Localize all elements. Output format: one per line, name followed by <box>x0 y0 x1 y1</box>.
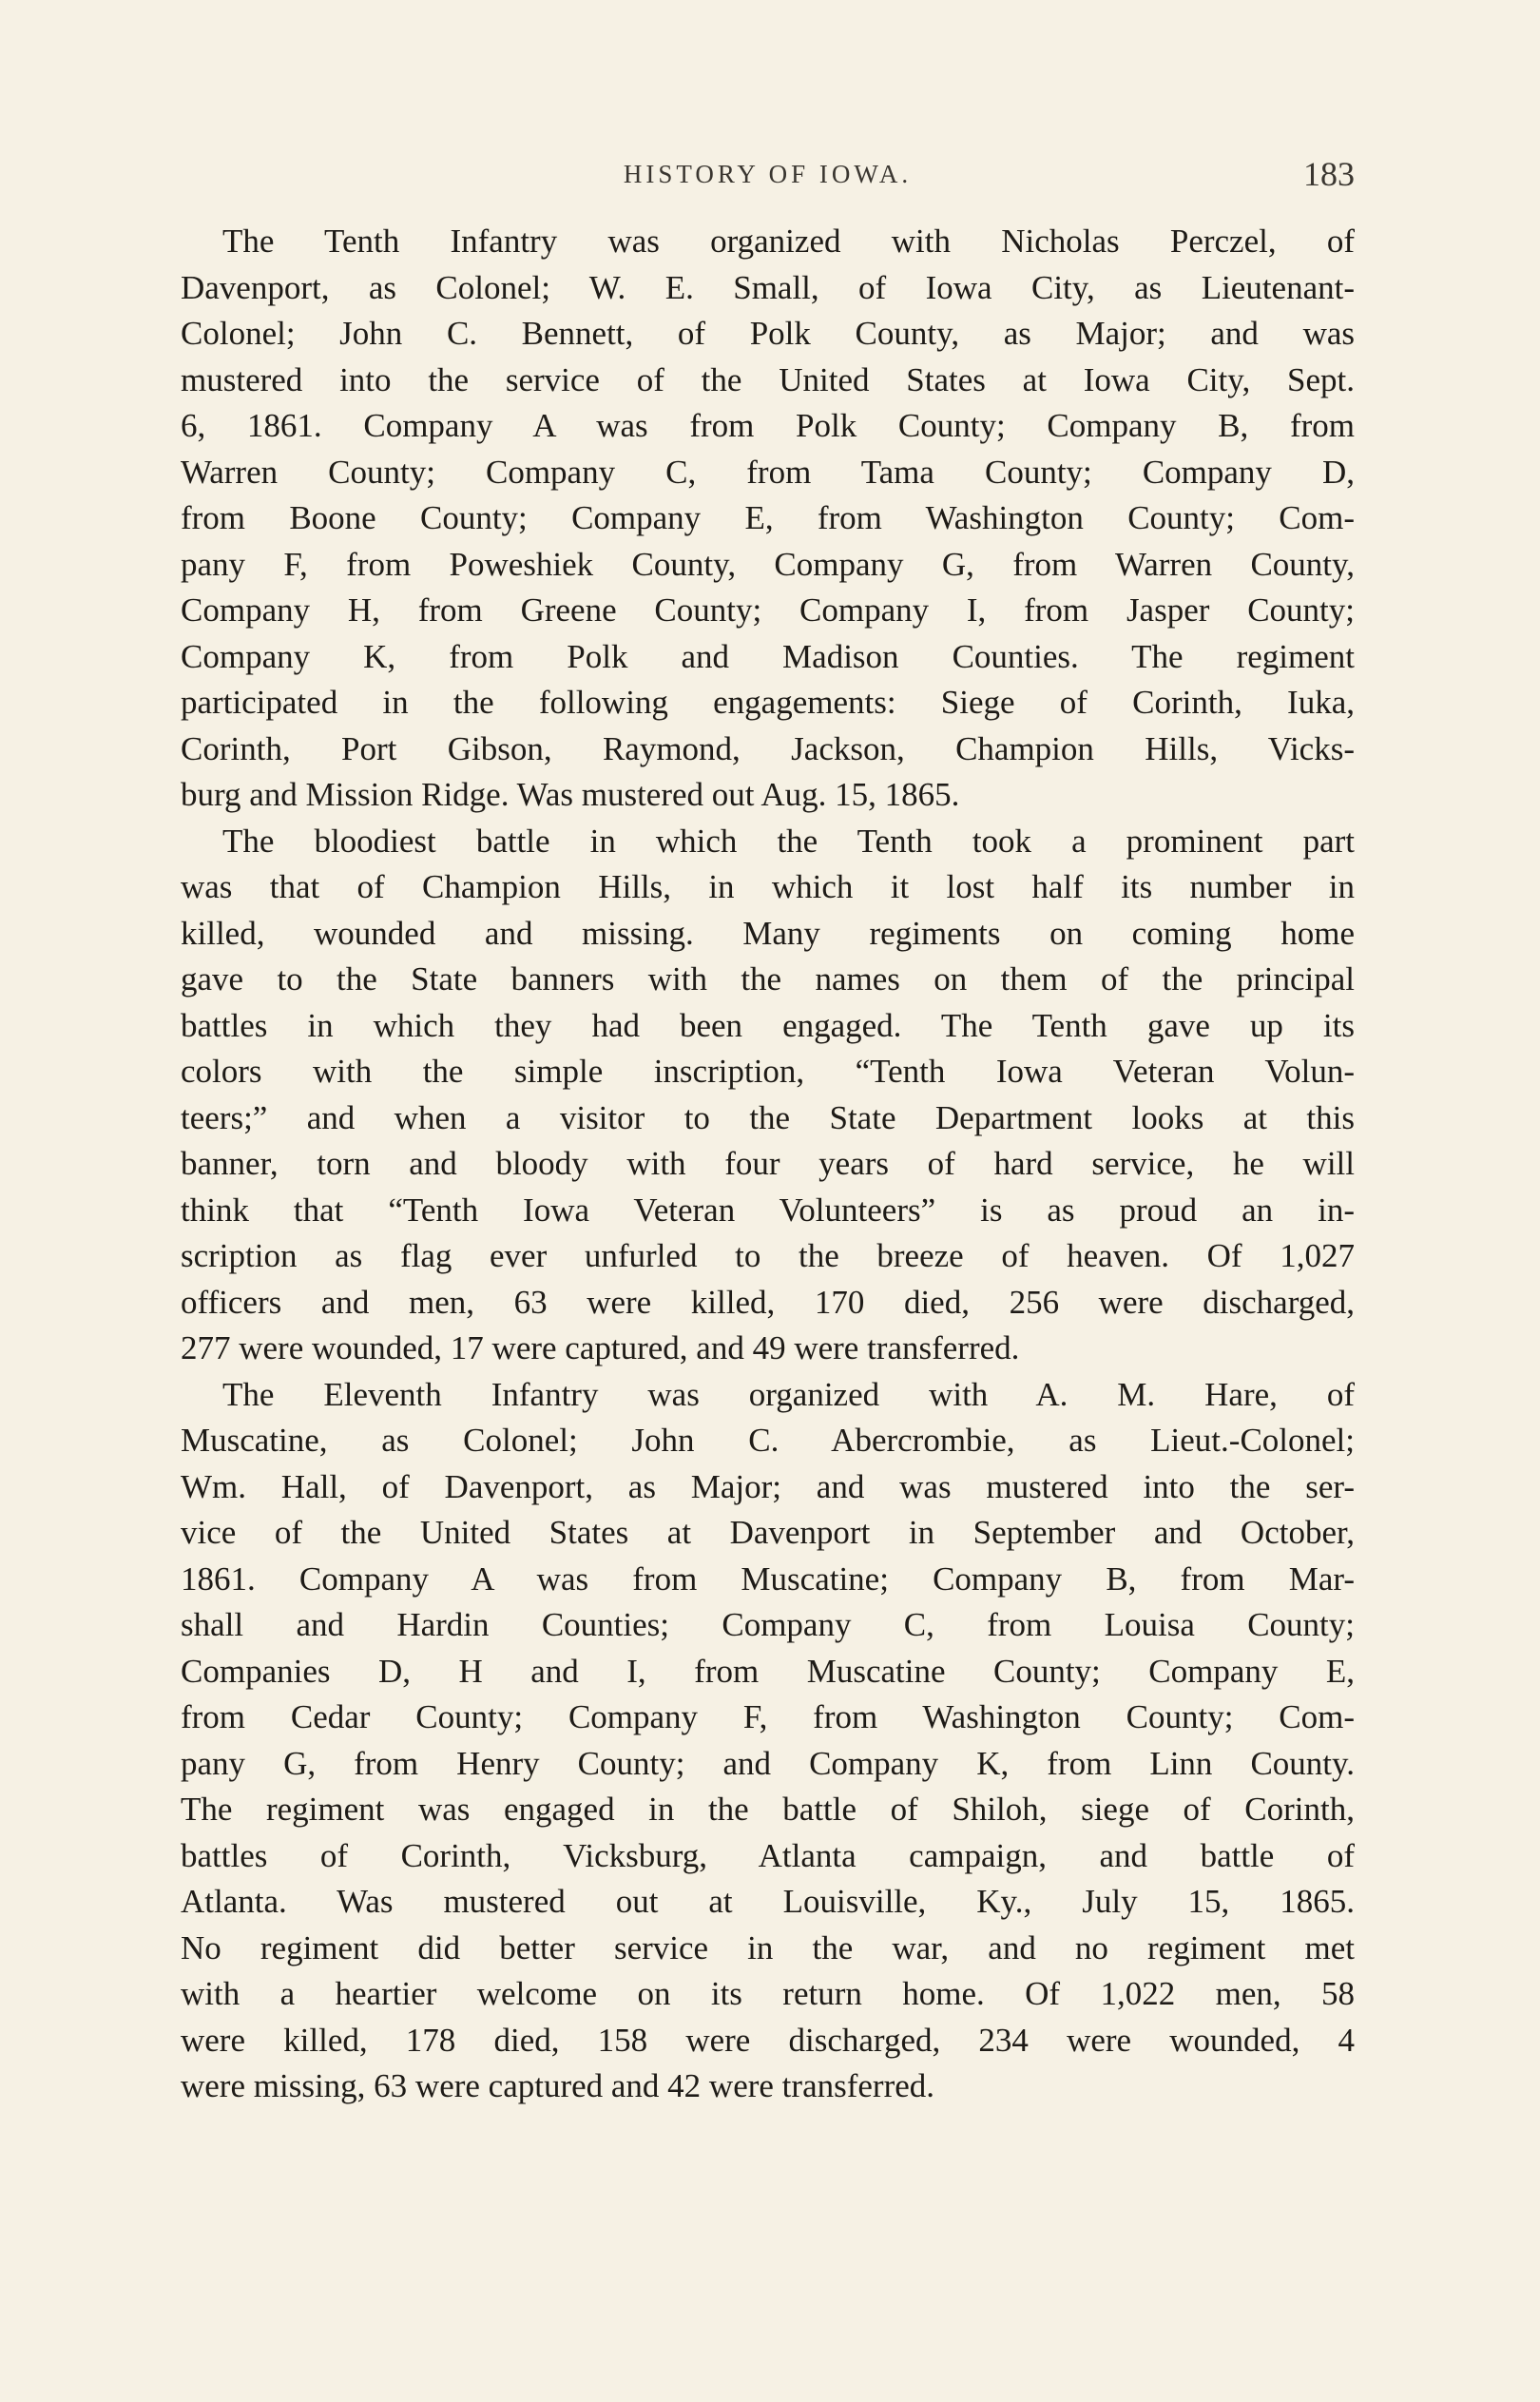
text-line: pany G, from Henry County; and Company K, from Linn County. <box>181 1744 1355 1782</box>
text-line: with a heartier welcome on its return home. Of 1,022 men, 58 <box>181 1975 1355 2012</box>
text-line: The bloodiest battle in which the Tenth took a prominent part <box>222 822 1355 860</box>
text-line: No regiment did better service in the war, and no regiment met <box>181 1928 1355 1966</box>
text-line: from Boone County; Company E, from Washington County; Com- <box>181 499 1355 536</box>
text-line: 6, 1861. Company A was from Polk County; Company B, from <box>181 407 1355 444</box>
text-line: battles in which they had been engaged. The Tenth gave up its <box>181 1006 1355 1044</box>
text-line: scription as flag ever unfurled to the breeze of heaven. Of 1,027 <box>181 1237 1355 1274</box>
text-line: Muscatine, as Colonel; John C. Abercrombie, as Lieut.-Colonel; <box>181 1422 1355 1459</box>
running-title: HISTORY OF IOWA. <box>623 160 913 188</box>
text-line: killed, wounded and missing. Many regiments on coming home <box>181 914 1355 952</box>
text-line: shall and Hardin Counties; Company C, from Louisa County; <box>181 1606 1355 1643</box>
text-line: The regiment was engaged in the battle of Shiloh, siege of Corinth, <box>181 1791 1355 1828</box>
text-line: Warren County; Company C, from Tama County; Company D, <box>181 453 1355 491</box>
page-number: 183 <box>1303 155 1355 193</box>
text-line: Corinth, Port Gibson, Raymond, Jackson, Champion Hills, Vicks- <box>181 729 1355 767</box>
text-line: officers and men, 63 were killed, 170 died, 256 were discharged, <box>181 1283 1355 1321</box>
text-line: teers;” and when a visitor to the State Department looks at this <box>181 1098 1355 1136</box>
text-line: Wm. Hall, of Davenport, as Major; and was mustered into the ser- <box>181 1467 1355 1505</box>
text-line: 1861. Company A was from Muscatine; Company B, from Mar- <box>181 1559 1355 1598</box>
text-line: The Eleventh Infantry was organized with A. M. Hare, of <box>222 1375 1355 1413</box>
text-line: gave to the State banners with the names on them of the principal <box>181 960 1355 998</box>
text-line: Colonel; John C. Bennett, of Polk County, as Major; and was <box>181 315 1355 352</box>
text-line: think that “Tenth Iowa Veteran Volunteers” is as proud an in- <box>181 1191 1355 1229</box>
text-line: Company K, from Polk and Madison Counties. The regiment <box>181 637 1355 675</box>
text-line: The Tenth Infantry was organized with Nicholas Perczel, of <box>222 223 1355 260</box>
text-line: 277 were wounded, 17 were captured, and 49 were transferred. <box>181 1329 1020 1366</box>
text-line: vice of the United States at Davenport in September and October, <box>181 1514 1355 1551</box>
text-line: pany F, from Poweshiek County, Company G, from Warren County, <box>181 545 1355 583</box>
text-line: Davenport, as Colonel; W. E. Small, of Iowa City, as Lieutenant- <box>181 268 1355 306</box>
text-line: from Cedar County; Company F, from Washington County; Com- <box>181 1698 1355 1735</box>
running-head <box>181 155 1355 198</box>
text-line: participated in the following engagements: Siege of Corinth, Iuka, <box>181 684 1355 721</box>
text-line: banner, torn and bloody with four years of hard service, he will <box>181 1145 1355 1182</box>
text-line: Atlanta. Was mustered out at Louisville, Ky., July 15, 1865. <box>181 1883 1355 1920</box>
text-line: were missing, 63 were captured and 42 were transferred. <box>181 2067 935 2104</box>
text-line: Company H, from Greene County; Company I, from Jasper County; <box>181 591 1355 629</box>
text-line: mustered into the service of the United States at Iowa City, Sept. <box>181 360 1355 398</box>
text-line: battles of Corinth, Vicksburg, Atlanta campaign, and battle of <box>181 1836 1355 1874</box>
body-text <box>181 219 1355 2110</box>
text-line: colors with the simple inscription, “Tenth Iowa Veteran Volun- <box>181 1053 1355 1090</box>
text-line: were killed, 178 died, 158 were discharged, 234 were wounded, 4 <box>181 2021 1355 2059</box>
text-line: was that of Champion Hills, in which it lost half its number in <box>181 868 1355 905</box>
text-line: burg and Mission Ridge. Was mustered out Aug. 15, 1865. <box>181 776 960 813</box>
text-line: Companies D, H and I, from Muscatine County; Company E, <box>181 1652 1355 1690</box>
